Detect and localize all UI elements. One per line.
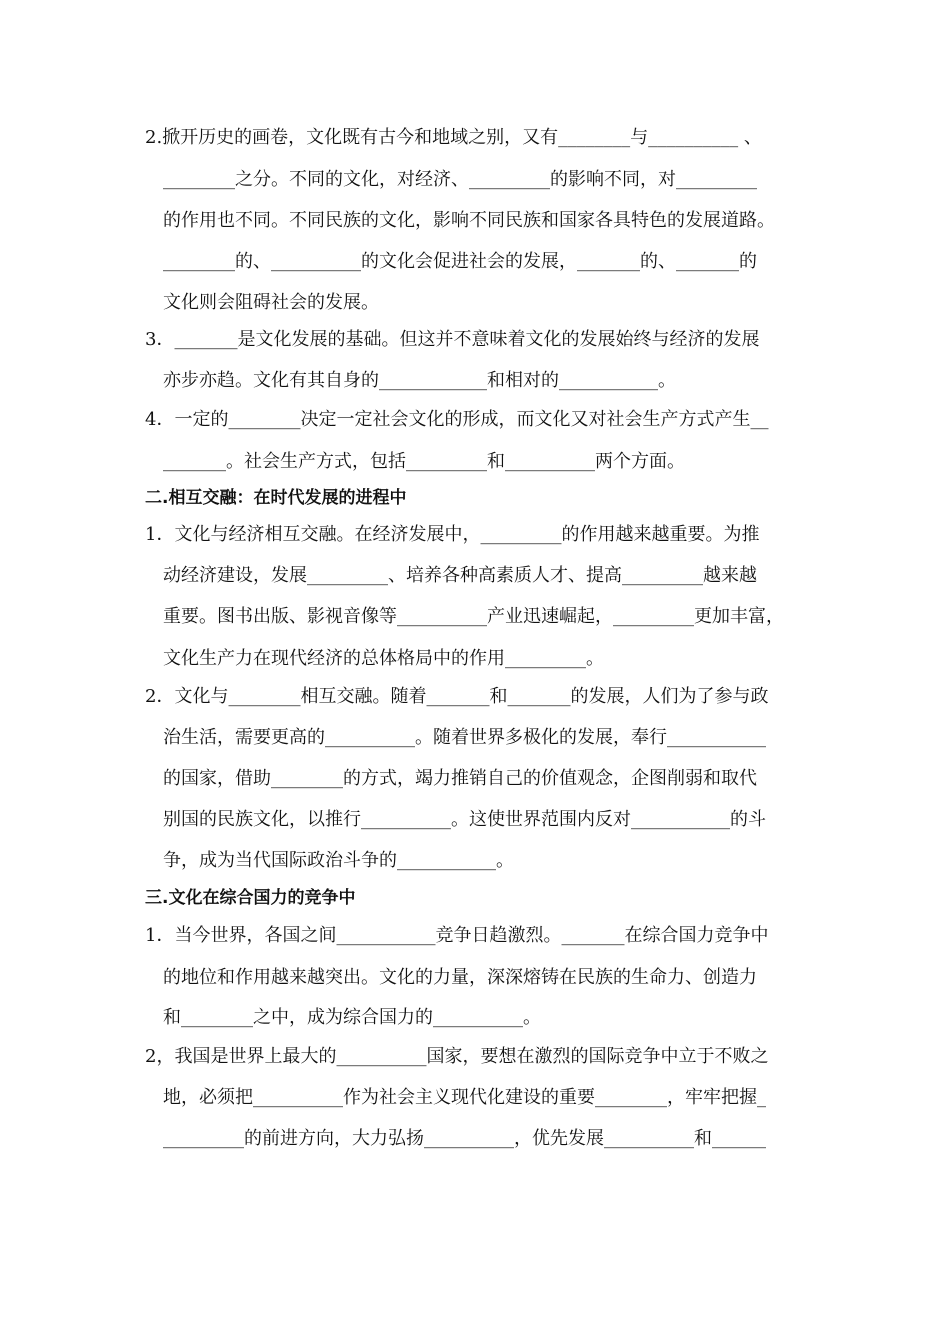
text-line: 地，必须把__________作为社会主义现代化建设的重要________，牢牢把握_ (163, 1087, 766, 1108)
text-line: 4．一定的________决定一定社会文化的形成，而文化又对社会生产方式产生__ (145, 409, 769, 430)
text-line: ________之分。不同的文化，对经济、_________的影响不同，对_________ (163, 169, 757, 190)
text-line: 和________之中，成为综合国力的__________。 (163, 1007, 541, 1028)
text-line: 的作用也不同。不同民族的文化，影响不同民族和国家各具特色的发展道路。 (163, 210, 775, 231)
text-line: 的地位和作用越来越突出。文化的力量，深深熔铸在民族的生命力、创造力 (163, 967, 757, 988)
text-line: _________的前进方向，大力弘扬__________，优先发展__________和______ (163, 1128, 766, 1149)
text-line: 1．当今世界，各国之间___________竞争日趋激烈。_______在综合国力竞争中 (145, 925, 769, 946)
text-line: 2.掀开历史的画卷，文化既有古今和地域之别，又有________与__________ 、 (145, 127, 762, 148)
text-line: 文化则会阻碍社会的发展。 (163, 292, 379, 313)
section-heading: 三.文化在综合国力的竞争中 (145, 888, 356, 908)
text-line: 重要。图书出版、影视音像等__________产业迅速崛起，_________更加丰富， (163, 606, 784, 627)
text-line: 亦步亦趋。文化有其自身的____________和相对的___________。 (163, 370, 676, 391)
text-line: 2，我国是世界上最大的__________国家，要想在激烈的国际竞争中立于不败之 (145, 1046, 769, 1067)
text-line: ________的、__________的文化会促进社会的发展，_______的、_______的 (163, 251, 757, 272)
text-line: _______。社会生产方式，包括_________和__________两个方面。 (163, 451, 685, 472)
text-line: 争，成为当代国际政治斗争的___________。 (163, 850, 514, 871)
text-line: 的国家，借助________的方式，竭力推销自己的价值观念，企图削弱和取代 (163, 768, 757, 789)
section-heading: 二.相互交融：在时代发展的进程中 (145, 488, 407, 508)
text-line: 1．文化与经济相互交融。在经济发展中，_________的作用越来越重要。为推 (145, 524, 760, 545)
text-line: 治生活，需要更高的__________。随着世界多极化的发展，奉行___________ (163, 727, 766, 748)
text-line: 动经济建设，发展_________、培养各种高素质人才、提高_________越来越 (163, 565, 757, 586)
text-line: 文化生产力在现代经济的总体格局中的作用_________。 (163, 648, 604, 669)
text-line: 2．文化与________相互交融。随着_______和_______的发展，人们为了参与政 (145, 686, 769, 707)
text-line: 3．_______是文化发展的基础。但这并不意味着文化的发展始终与经济的发展 (145, 329, 760, 350)
text-line: 别国的民族文化，以推行__________。这使世界范围内反对___________的斗 (163, 809, 766, 830)
